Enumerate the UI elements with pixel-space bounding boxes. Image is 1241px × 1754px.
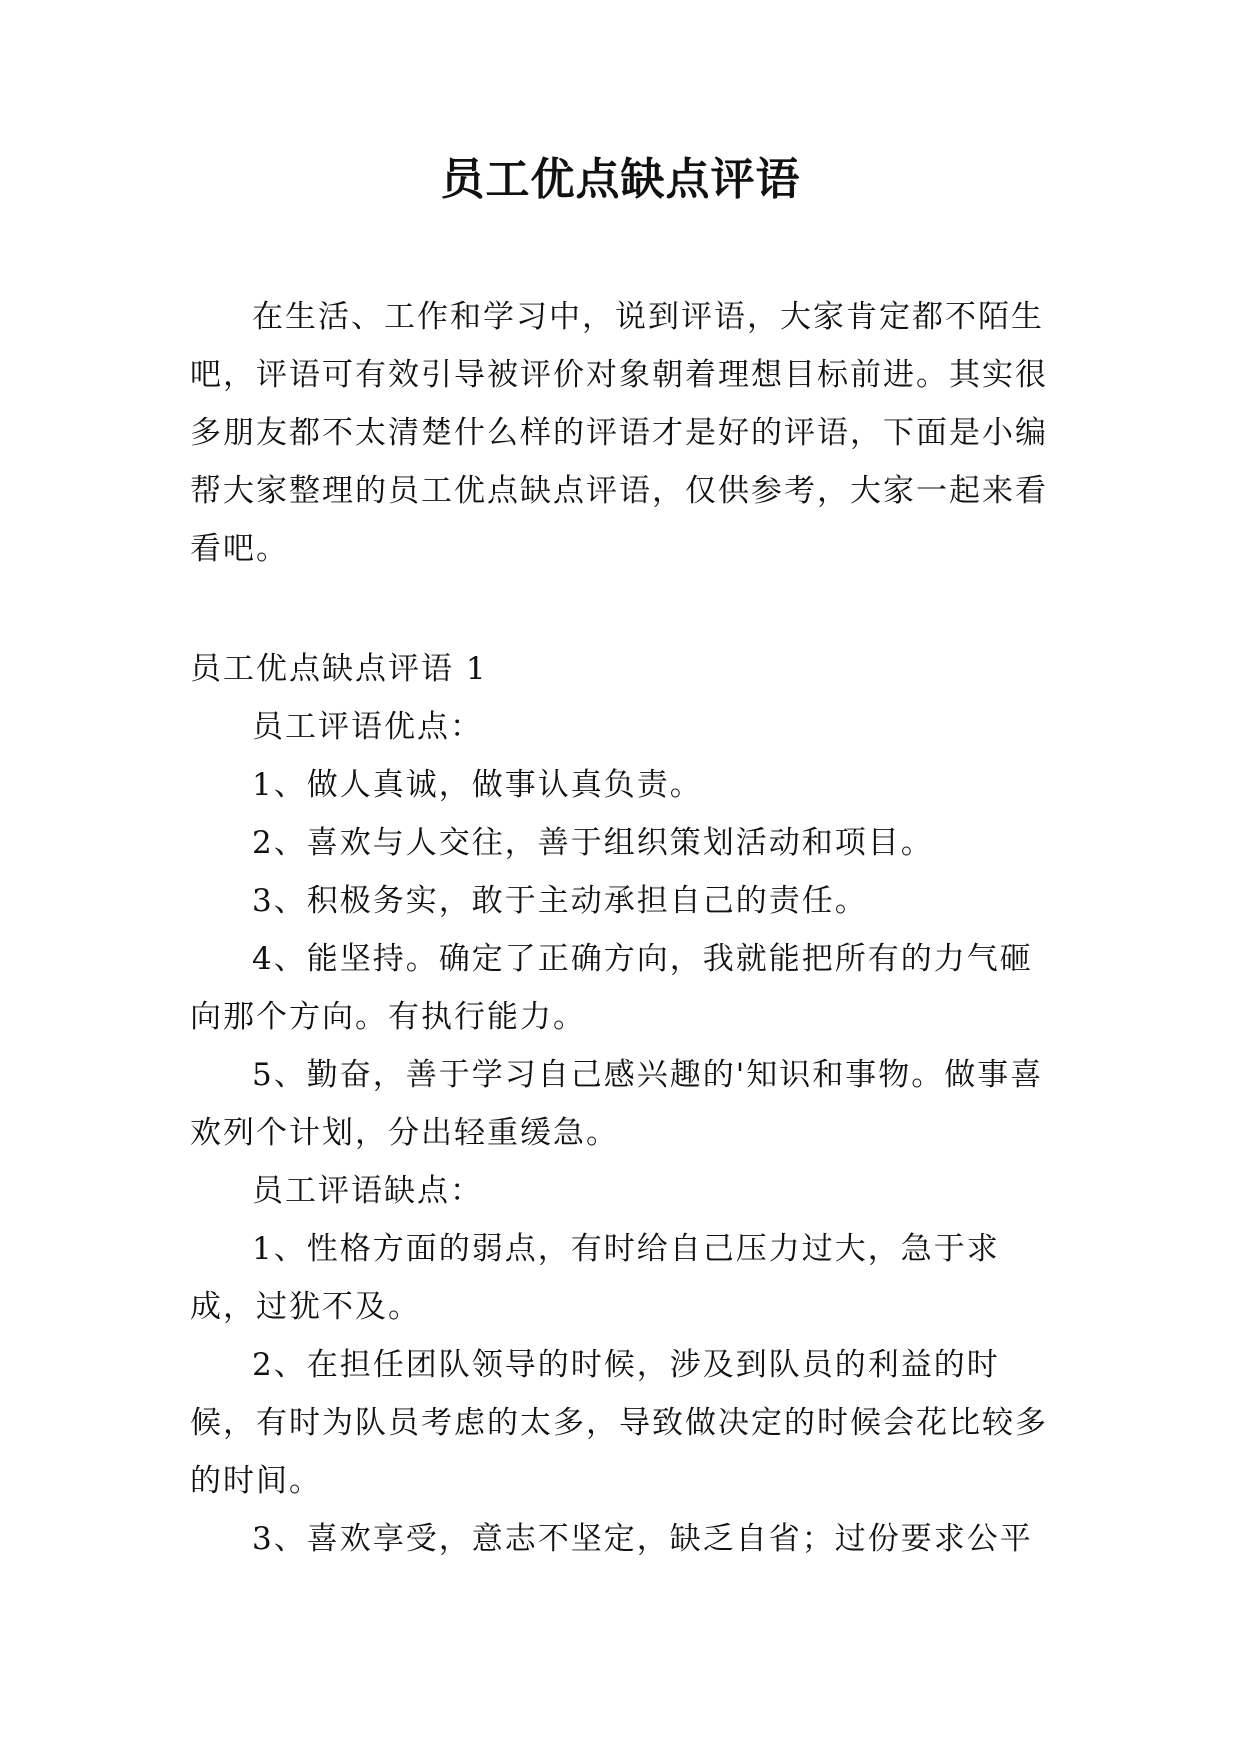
cons-item: 2、在担任团队领导的时候，涉及到队员的利益的时候，有时为队员考虑的太多，导致做决定的时候会花比较多的时间。	[190, 1347, 1048, 1499]
pros-item: 3、积极务实，敢于主动承担自己的责任。	[252, 883, 868, 919]
pros-item: 1、做人真诚，做事认真负责。	[252, 767, 703, 803]
section-heading: 员工优点缺点评语 1	[190, 651, 488, 687]
cons-label: 员工评语缺点：	[252, 1173, 483, 1209]
pros-item: 4、能坚持。确定了正确方向，我就能把所有的力气砸向那个方向。有执行能力。	[190, 941, 1033, 1035]
document-title: 员工优点缺点评语	[440, 154, 801, 205]
cons-item: 1、性格方面的弱点，有时给自己压力过大，急于求成，过犹不及。	[190, 1231, 1000, 1325]
intro-paragraph: 在生活、工作和学习中，说到评语，大家肯定都不陌生吧，评语可有效引导被评价对象朝着理想目标前进。其实很多朋友都不太清楚什么样的评语才是好的评语，下面是小编帮大家整理的员工优点缺点评语，仅供参考，大家一起来看看吧。	[190, 299, 1048, 567]
pros-label: 员工评语优点：	[252, 709, 483, 745]
pros-item: 5、勤奋，善于学习自己感兴趣的'知识和事物。做事喜欢列个计划，分出轻重缓急。	[190, 1057, 1044, 1151]
pros-item: 2、喜欢与人交往，善于组织策划活动和项目。	[252, 825, 934, 861]
cons-item: 3、喜欢享受，意志不坚定，缺乏自省；过份要求公平	[252, 1521, 1033, 1557]
